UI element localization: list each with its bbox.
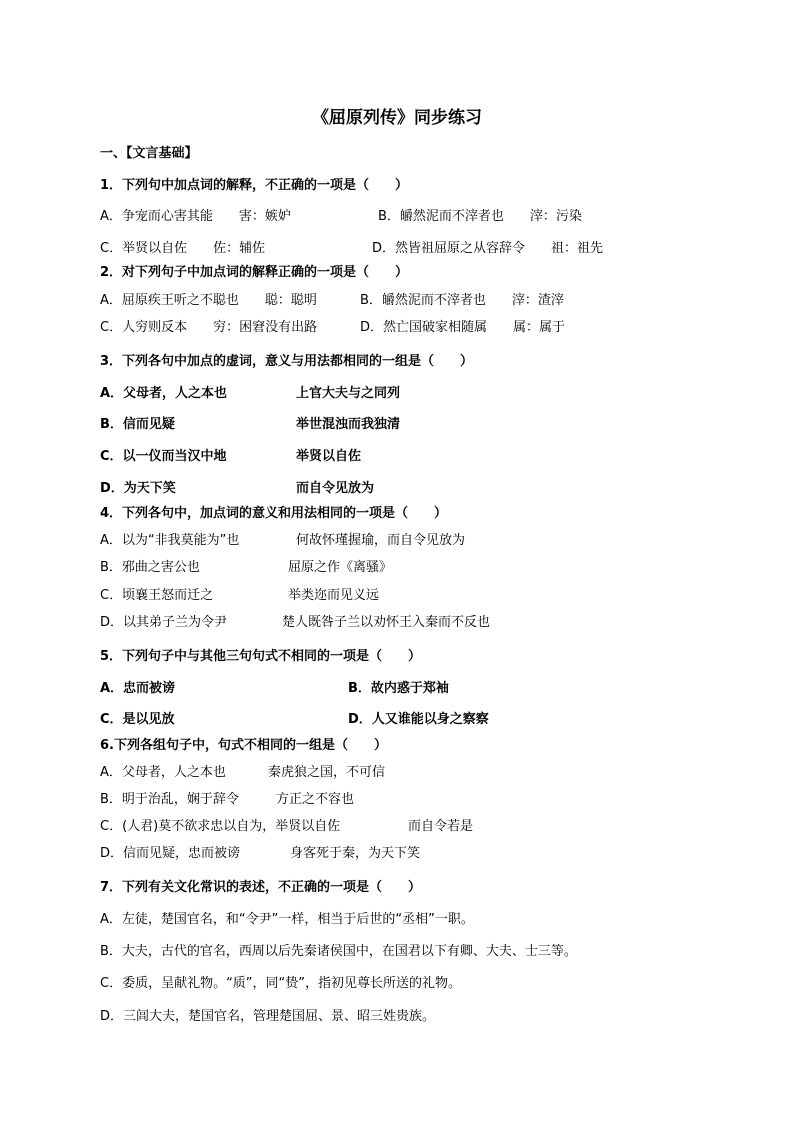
question-6-stem: 6.下列各组句子中，句式不相同的一组是（ ） <box>100 738 387 753</box>
question-3-option-b: B．信而见疑 <box>100 417 175 432</box>
question-4-option-c: C．顷襄王怒而迁之 <box>100 588 214 603</box>
question-4-stem: 4．下列各句中，加点词的意义和用法相同的一项是（ ） <box>100 506 448 521</box>
question-6-option-b: B．明于治乱，娴于辞令 <box>100 792 239 807</box>
question-5-option-d: D．人又谁能以身之察察 <box>348 712 489 727</box>
question-4-option-d: D．以其弟子兰为令尹 <box>100 615 228 630</box>
question-5-option-c: C．是以见放 <box>100 712 175 727</box>
question-4-option-d-pair: 楚人既咎子兰以劝怀王入秦而不反也 <box>282 615 491 630</box>
question-6-option-d-pair: 身客死于秦，为天下笑 <box>290 846 421 861</box>
question-3-option-d-pair: 而自令见放为 <box>296 481 375 496</box>
question-1-option-d: D．然皆祖屈原之从容辞令 祖：祖先 <box>372 241 604 256</box>
question-7-stem: 7．下列有关文化常识的表述，不正确的一项是（ ） <box>100 880 422 895</box>
question-7-option-b: B．大夫，古代的官名，西周以后先秦诸侯国中，在国君以下有卿、大夫、士三等。 <box>100 944 577 959</box>
question-6-option-a: A．父母者，人之本也 <box>100 765 226 780</box>
question-3-option-a-pair: 上官大夫与之同列 <box>296 386 401 401</box>
question-3-stem: 3．下列各句中加点的虚词，意义与用法都相同的一组是（ ） <box>100 354 474 369</box>
question-4-option-a: A．以为“非我莫能为”也 <box>100 533 240 548</box>
question-5-option-b: B．故内惑于郑袖 <box>348 681 449 696</box>
question-4-option-b-pair: 屈原之作《离骚》 <box>288 560 393 575</box>
question-2-option-c: C．人穷则反本 穷：困窘没有出路 <box>100 320 318 335</box>
question-4-option-c-pair: 举类迩而见义远 <box>288 588 380 603</box>
question-7-option-d: D．三闾大夫，楚国官名，管理楚国屈、景、昭三姓贵族。 <box>100 1009 436 1024</box>
question-5-stem: 5．下列句子中与其他三句句式不相同的一项是（ ） <box>100 649 422 664</box>
question-7-option-c: C．委质，呈献礼物。“质”，同“贽”，指初见尊长所送的礼物。 <box>100 976 462 991</box>
question-1-stem: 1．下列句中加点词的解释，不正确的一项是（ ） <box>100 178 409 193</box>
question-2-option-b: B．皭然泥而不滓者也 滓：渣滓 <box>360 293 564 308</box>
question-6-option-c-pair: 而自令若是 <box>408 819 474 834</box>
question-3-option-d: D．为天下笑 <box>100 481 176 496</box>
question-6-option-b-pair: 方正之不容也 <box>276 792 355 807</box>
question-1-option-c: C．举贤以自佐 佐：辅佐 <box>100 241 266 256</box>
question-2-option-a: A．屈原疾王听之不聪也 聪：聪明 <box>100 293 317 308</box>
question-3-option-a: A．父母者，人之本也 <box>100 386 228 401</box>
question-7-option-a: A．左徒，楚国官名，和“令尹”一样，相当于后世的“丞相”一职。 <box>100 912 474 927</box>
question-4-option-b: B．邪曲之害公也 <box>100 560 200 575</box>
page-title: 《屈原列传》同步练习 <box>312 108 482 128</box>
question-2-option-d: D．然亡国破家相随属 属：属于 <box>360 320 566 335</box>
question-6-option-a-pair: 秦虎狼之国，不可信 <box>268 765 386 780</box>
question-1-option-a: A．争宠而心害其能 害：嫉妒 <box>100 209 291 224</box>
question-6-option-c: C．(人君)莫不欲求忠以自为，举贤以自佐 <box>100 819 341 834</box>
question-2-stem: 2．对下列句子中加点词的解释正确的一项是（ ） <box>100 265 409 280</box>
section-heading: 一、【文言基础】 <box>100 146 198 161</box>
question-3-option-c-pair: 举贤以自佐 <box>296 449 362 464</box>
question-1-option-b: B．皭然泥而不滓者也 滓：污染 <box>378 209 582 224</box>
question-4-option-a-pair: 何故怀瑾握瑜，而自令见放为 <box>296 533 466 548</box>
question-3-option-b-pair: 举世混浊而我独清 <box>296 417 401 432</box>
question-3-option-c: C．以一仪而当汉中地 <box>100 449 227 464</box>
question-5-option-a: A．忠而被谤 <box>100 681 176 696</box>
question-6-option-d: D．信而见疑，忠而被谤 <box>100 846 241 861</box>
